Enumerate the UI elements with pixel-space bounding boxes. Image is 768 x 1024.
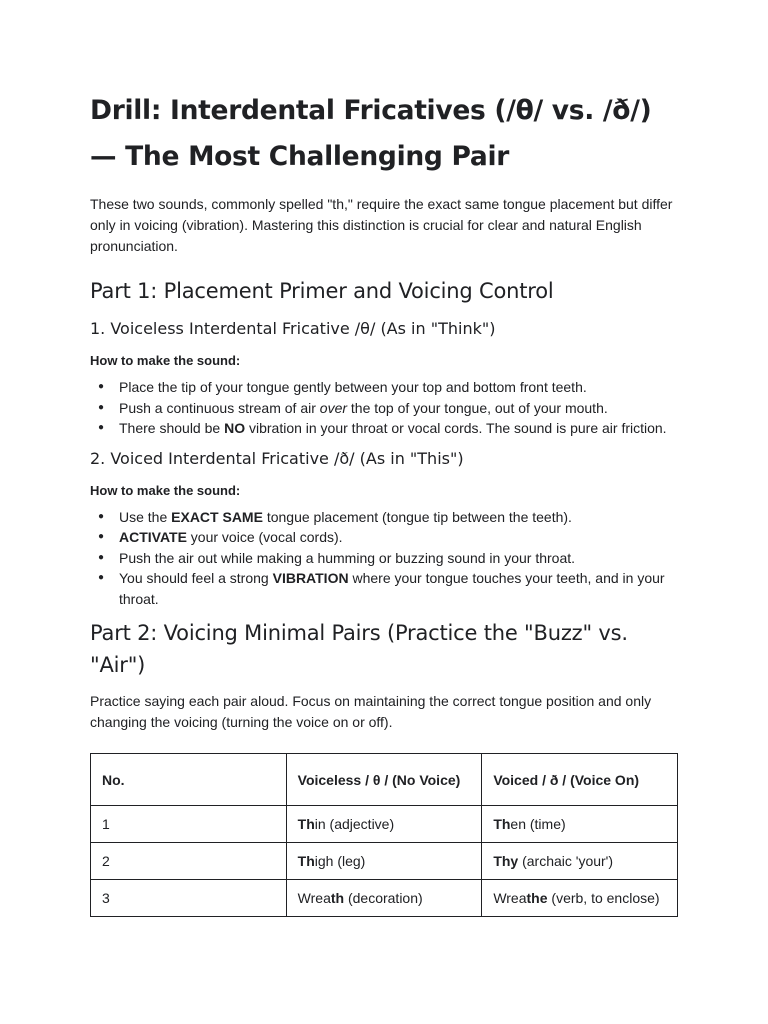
- voiceless-cell: Thigh (leg): [286, 843, 482, 880]
- voiceless-bullets: [90, 377, 678, 439]
- table-row: [91, 806, 678, 843]
- list-item: ● You should feel a strong VIBRATION where your tongue touches your teeth, and in your throat.: [98, 570, 665, 607]
- column-header: Voiceless / θ / (No Voice): [286, 754, 482, 806]
- voiced-heading: 2. Voiced Interdental Fricative /ð/ (As in "This"): [90, 448, 464, 468]
- page-title: Drill: Interdental Fricatives (/θ/ vs. /ð/) — The Most Challenging Pair: [90, 95, 652, 172]
- list-item: ● There should be NO vibration in your throat or vocal cords. The sound is pure air friction.: [90, 418, 678, 439]
- table-row: [91, 843, 678, 880]
- bullet-icon: ●: [98, 572, 105, 583]
- intro-paragraph: These two sounds, commonly spelled "th," require the exact same tongue placement but differ only in voicing (vibration). Mastering this distinction is crucial for clear and natural English pronunciation.: [90, 196, 673, 254]
- list-item: ● Push a continuous stream of air over the top of your tongue, out of your mouth.: [90, 398, 678, 419]
- list-item: ● ACTIVATE your voice (vocal cords).: [90, 527, 678, 548]
- row-number: 3: [91, 880, 287, 917]
- table-row: [91, 880, 678, 917]
- column-header: Voiced / ð / (Voice On): [482, 754, 678, 806]
- voiceless-heading: 1. Voiceless Interdental Fricative /θ/ (As in "Think"): [90, 319, 496, 338]
- part2-heading: Part 2: Voicing Minimal Pairs (Practice the "Buzz" vs. "Air"): [90, 621, 628, 677]
- bullet-icon: ●: [98, 551, 105, 563]
- part1-heading: Part 1: Placement Primer and Voicing Control: [90, 279, 554, 303]
- voiceless-cell: Wreath (decoration): [286, 880, 482, 917]
- voiced-howto: How to make the sound:: [90, 482, 241, 498]
- voiceless-cell: Thin (adjective): [286, 806, 482, 843]
- bullet-icon: ●: [98, 422, 105, 433]
- voiceless-howto: How to make the sound:: [90, 353, 241, 368]
- list-item: ● Place the tip of your tongue gently between your top and bottom front teeth.: [90, 377, 678, 398]
- row-number: 2: [91, 843, 287, 880]
- row-number: 1: [91, 806, 287, 843]
- column-header: No.: [91, 754, 287, 806]
- part2-intro: Practice saying each pair aloud. Focus on maintaining the correct tongue position and only changing the voicing (turning the voice on or off).: [90, 693, 652, 730]
- bullet-icon: ●: [98, 381, 105, 392]
- list-item: ● Push the air out while making a humming or buzzing sound in your throat.: [90, 548, 678, 569]
- table-header-row: [91, 754, 678, 806]
- voiced-cell: Wreathe (verb, to enclose): [482, 880, 678, 917]
- voiced-bullets: [90, 507, 678, 610]
- voiced-cell: Thy (archaic 'your'): [482, 843, 678, 880]
- bullet-icon: ●: [98, 531, 105, 542]
- list-item: ● Use the EXACT SAME tongue placement (tongue tip between the teeth).: [90, 507, 678, 528]
- bullet-icon: ●: [98, 401, 105, 413]
- minimal-pairs-table: [90, 753, 678, 917]
- bullet-icon: ●: [98, 510, 105, 522]
- voiced-cell: Then (time): [482, 806, 678, 843]
